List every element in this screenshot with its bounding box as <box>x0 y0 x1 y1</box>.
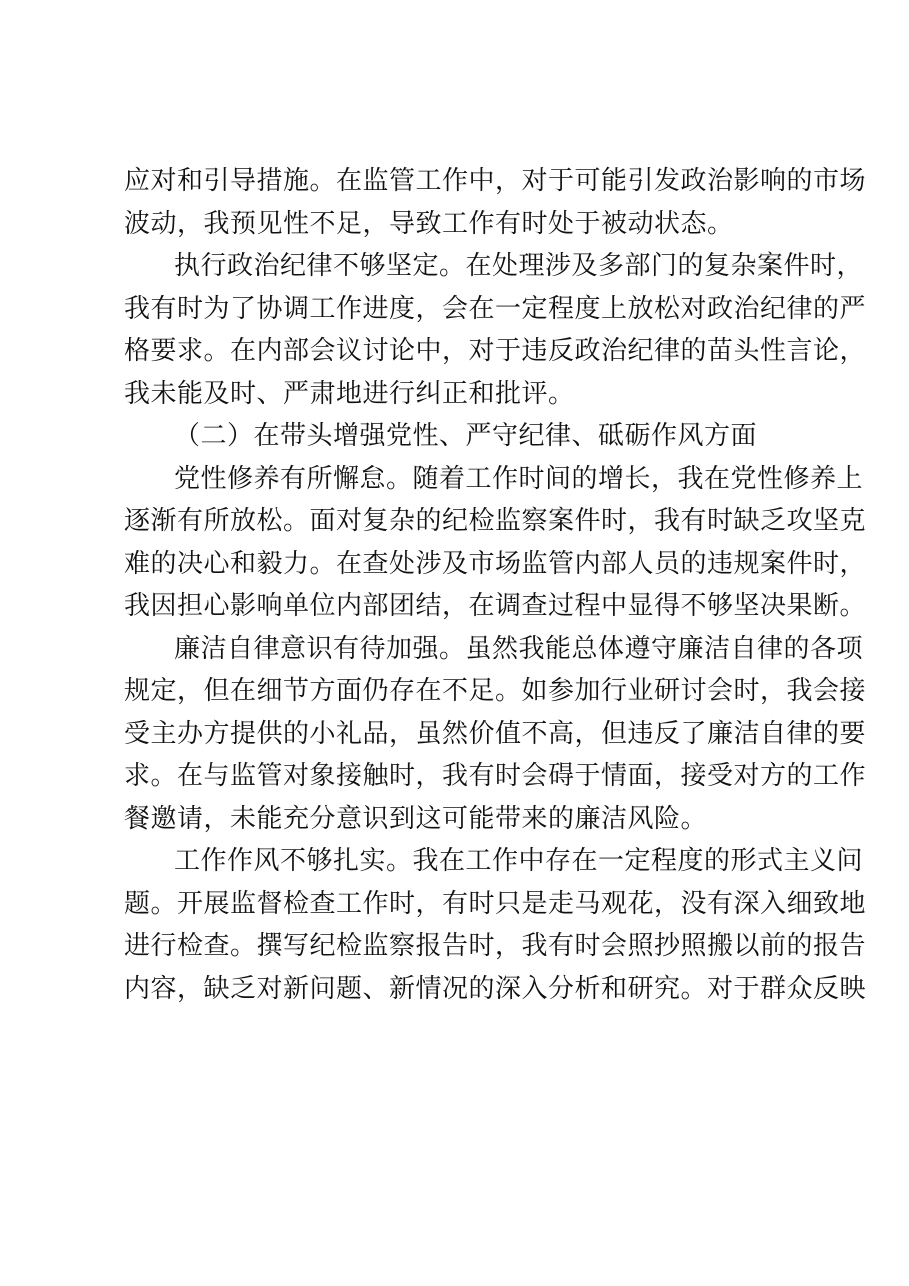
paragraph-first-line: 廉洁自律意识有待加强。虽然我能总体遵守廉洁自律的各项 <box>174 633 864 664</box>
body-text-line: 求。在与监管对象接触时，我有时会碍于情面，接受对方的工作 <box>124 761 867 791</box>
body-text-line: 受主办方提供的小礼品，虽然价值不高，但违反了廉洁自律的要 <box>124 718 867 749</box>
body-text-line: 规定，但在细节方面仍存在不足。如参加行业研讨会时，我会接 <box>124 676 867 706</box>
paragraph-first-line: 党性修养有所懈怠。随着工作时间的增长，我在党性修养上 <box>174 463 864 494</box>
body-text-line: 我有时为了协调工作进度，会在一定程度上放松对政治纪律的严 <box>124 293 867 324</box>
body-text-line: 餐邀请，未能充分意识到这可能带来的廉洁风险。 <box>124 803 708 834</box>
body-text-line: 格要求。在内部会议讨论中，对于违反政治纪律的苗头性言论， <box>124 336 867 366</box>
paragraph-first-line: 执行政治纪律不够坚定。在处理涉及多部门的复杂案件时， <box>174 251 864 281</box>
body-text-line: 我未能及时、严肃地进行纠正和批评。 <box>124 378 575 409</box>
body-text-line: 逐渐有所放松。面对复杂的纪检监察案件时，我有时缺乏攻坚克 <box>124 506 867 536</box>
body-text-line: 我因担心影响单位内部团结，在调查过程中显得不够坚决果断。 <box>124 591 867 621</box>
body-text-line: 题。开展监督检查工作时，有时只是走马观花，没有深入细致地 <box>124 888 867 919</box>
section-heading: （二）在带头增强党性、严守纪律、砥砺作风方面 <box>174 421 758 451</box>
body-text-line: 波动，我预见性不足，导致工作有时处于被动状态。 <box>124 208 734 239</box>
body-text-line: 内容，缺乏对新问题、新情况的深入分析和研究。对于群众反映 <box>124 973 867 1004</box>
body-text-line: 难的决心和毅力。在查处涉及市场监管内部人员的违规案件时， <box>124 548 867 579</box>
body-text-line: 进行检查。撰写纪检监察报告时，我有时会照抄照搬以前的报告 <box>124 931 867 961</box>
paragraph-first-line: 工作作风不够扎实。我在工作中存在一定程度的形式主义问 <box>174 846 864 876</box>
body-text-line: 应对和引导措施。在监管工作中，对于可能引发政治影响的市场 <box>124 166 867 196</box>
